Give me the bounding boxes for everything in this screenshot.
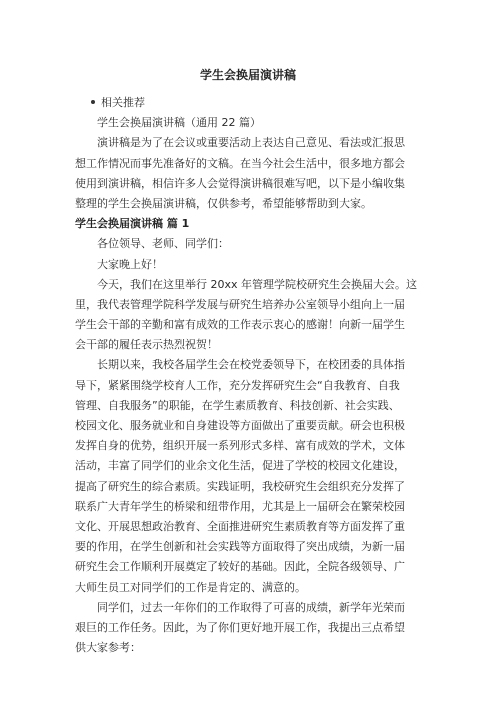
paragraph-line: 研究生会工作顺利开展奠定了较好的基础。因此，全院各级领导、广 (75, 560, 405, 574)
related-link[interactable] (75, 93, 427, 113)
related-label: 相关推荐 (101, 96, 145, 109)
paragraph-line: 发挥自身的优势，组织开展一系列形式多样、富有成效的学术，文体 (75, 439, 405, 453)
paragraph-line: 艰巨的工作任务。因此，为了你们更好地开展工作，我提出三点希望 (75, 620, 405, 634)
paragraph-line: 学生会干部的辛勤和富有成效的工作表示衷心的感谢！向新一届学生 (75, 318, 405, 332)
paragraph-line: 各位领导、老师、同学们： (97, 237, 229, 251)
paragraph-line: 大家晚上好！ (97, 257, 163, 271)
paragraph-line: 联系广大青年学生的桥梁和纽带作用，尤其是上一届研会在繁荣校园 (75, 499, 405, 513)
paragraph-line: 会干部的履任表示热烈祝贺！ (75, 338, 218, 352)
paragraph-line: 演讲稿是为了在会议或重要活动上表达自己意见、看法或汇报思 (97, 136, 405, 150)
paragraph-line: 活动，丰富了同学们的业余文化生活，促进了学校的校园文化建设， (75, 459, 405, 473)
document-body (75, 93, 427, 658)
paragraph-line: 文化、开展思想政治教育、全面推进研究生素质教育等方面发挥了重 (75, 519, 405, 533)
document-title: 学生会换届演讲稿 (199, 68, 296, 82)
paragraph-line: 长期以来，我校各届学生会在校党委领导下，在校团委的具体指 (97, 358, 405, 372)
paragraph-line: 供大家参考： (75, 641, 141, 655)
paragraph-line: 里，我代表管理学院科学发展与研究生培养办公室领导小组向上一届 (75, 297, 405, 311)
bullet-icon (91, 100, 95, 104)
paragraph-line: 想工作情况而事先准备好的文稿。在当今社会生活中，很多地方都会 (75, 156, 405, 170)
paragraph-line: 整理的学生会换届演讲稿，仅供参考，希望能够帮助到大家。 (75, 196, 372, 210)
section-heading: 学生会换届演讲稿 篇 1 (75, 217, 190, 231)
paragraph-line: 校园文化、服务就业和自身建设等方面做出了重要贡献。研会也积极 (75, 419, 405, 432)
paragraph-line: 要的作用，在学生创新和社会实践等方面取得了突出成绩，为新一届 (75, 540, 405, 554)
paragraph-line: 管理、自我服务”的职能，在学生素质教育、科技创新、社会实践、 (75, 398, 400, 412)
paragraph-line: 导下，紧紧围绕学校育人工作，充分发挥研究生会“自我教育、自我 (75, 378, 400, 392)
paragraph-line: 同学们，过去一年你们的工作取得了可喜的成绩，新学年光荣而 (97, 600, 405, 614)
paragraph-line: 大师生员工对同学们的工作是肯定的、满意的。 (75, 580, 306, 594)
paragraph-line: 提高了研究生的综合素质。实践证明，我校研究生会组织充分发挥了 (75, 479, 405, 493)
paragraph-line: 今天，我们在这里举行 20xx 年管理学院校研究生会换届大会。这 (97, 277, 418, 291)
paragraph-line: 学生会换届演讲稿（通用 22 篇） (97, 116, 261, 130)
paragraph-line: 使用到演讲稿，相信许多人会觉得演讲稿很难写吧，以下是小编收集 (75, 176, 405, 190)
